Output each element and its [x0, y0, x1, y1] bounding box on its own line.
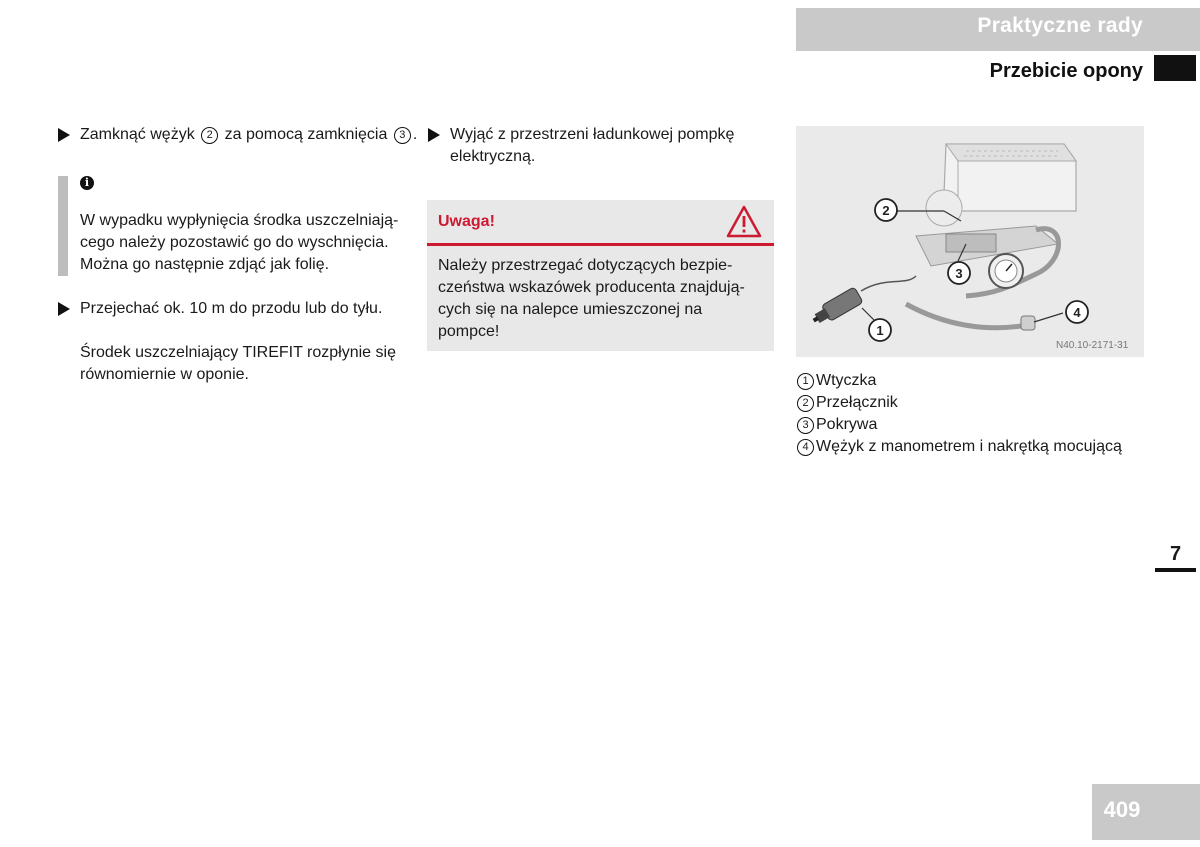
note-text: [80, 342, 420, 386]
text-line: cych się na nalepce umieszczonej na: [438, 301, 703, 318]
callout-4: [1066, 301, 1088, 323]
callout-ref: 2: [797, 395, 814, 412]
bullet-triangle-icon: [58, 128, 70, 142]
step-close-hose: [58, 124, 417, 146]
callout-2: [875, 199, 897, 221]
legend-item: [797, 370, 1122, 392]
bullet-triangle-icon: [58, 302, 70, 316]
legend-item: [797, 392, 1122, 414]
page-title: Przebicie opony: [989, 60, 1143, 82]
legend-item: [797, 414, 1122, 436]
bullet-triangle-icon: [428, 128, 440, 142]
step-text: Przejechać ok. 10 m do przodu lub do tyłu.: [80, 300, 383, 317]
text-line: Można go następnie zdjąć jak folię.: [80, 256, 330, 273]
callout-3: [948, 262, 970, 284]
text-line: pompce!: [438, 323, 500, 340]
text-line: Wyjąć z przestrzeni ładunkowej pompkę: [450, 126, 735, 143]
pump-illustration: [796, 126, 1144, 357]
callout-label: 2: [882, 203, 890, 218]
callout-label: 4: [1073, 305, 1081, 320]
text-line: równomiernie w oponie.: [80, 366, 249, 383]
chapter-underline: [1155, 568, 1196, 572]
title-marker-block: [1154, 55, 1196, 81]
pump-drawing: [796, 126, 1144, 357]
text-line: elektryczną.: [450, 148, 536, 165]
page-number: 409: [1103, 797, 1141, 822]
callout-ref: 4: [797, 439, 814, 456]
text-line: Środek uszczelniający TIREFIT rozpłynie się: [80, 344, 396, 361]
callout-label: 3: [955, 266, 963, 281]
callout-ref: 1: [797, 373, 814, 390]
step-take-pump: [428, 124, 734, 168]
callout-ref: 3: [797, 417, 814, 434]
legend-text: Wtyczka: [816, 372, 877, 389]
text-line: czeństwa wskazówek producenta znajdują-: [438, 279, 745, 296]
info-text: [80, 210, 420, 276]
text-line: Należy przestrzegać dotyczących bezpie-: [438, 257, 733, 274]
legend-item: [797, 436, 1122, 458]
callout-label: 1: [876, 323, 884, 338]
warning-title: Uwaga!: [438, 213, 495, 230]
info-icon: i: [80, 176, 94, 190]
legend-text: Pokrywa: [816, 416, 878, 433]
info-bar: [58, 176, 68, 276]
step-text: Zamknąć wężyk: [80, 126, 195, 143]
callout-ref: 3: [394, 127, 411, 144]
warning-text: [438, 255, 763, 343]
legend-text: Przełącznik: [816, 394, 898, 411]
legend-text: Wężyk z manometrem i nakrętką mocującą: [816, 438, 1122, 455]
callout-ref: 2: [201, 127, 218, 144]
chapter-number: 7: [1169, 543, 1182, 565]
warning-divider: [427, 243, 774, 246]
step-text: za pomocą zamknięcia: [224, 126, 388, 143]
text-line: cego należy pozostawić go do wyschnięcia.: [80, 234, 389, 251]
step-drive: [58, 298, 382, 320]
figure-code: N40.10-2171-31: [1056, 340, 1129, 351]
callout-1: [869, 319, 891, 341]
warning-triangle-icon: [726, 205, 762, 239]
step-text: .: [412, 126, 418, 143]
figure-legend: [797, 370, 1122, 458]
section-title: Praktyczne rady: [977, 14, 1143, 37]
text-line: W wypadku wypłynięcia środka uszczelniają-: [80, 212, 399, 229]
